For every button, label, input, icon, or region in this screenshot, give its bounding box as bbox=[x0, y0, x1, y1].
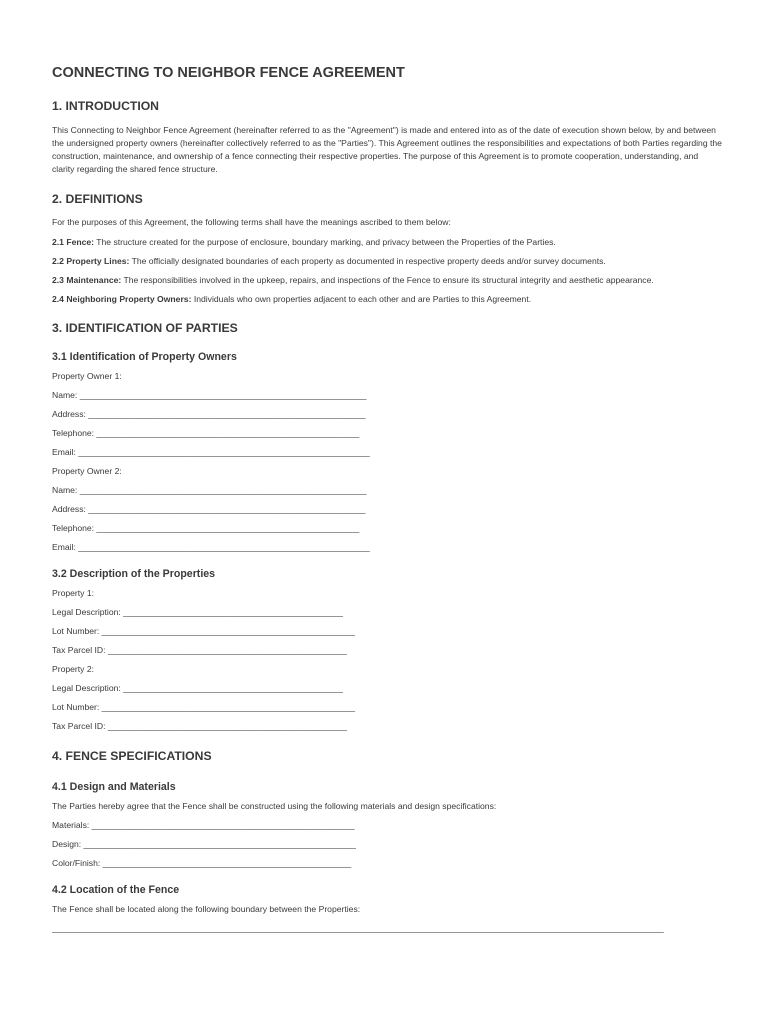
definition-text: The officially designated boundaries of each property as documented in respective property deeds and/or survey documents. bbox=[129, 256, 606, 266]
form-field-line[interactable]: Telephone: _______________________________________________________ bbox=[52, 523, 360, 533]
definition-text: The responsibilities involved in the upkeep, repairs, and inspections of the Fence to ensure its structural integrity and aesthetic appearance. bbox=[121, 275, 654, 285]
design-heading: 4.1 Design and Materials bbox=[52, 781, 176, 793]
owner1-label: Property Owner 1: bbox=[52, 371, 122, 381]
location-lead: The Fence shall be located along the following boundary between the Properties: bbox=[52, 904, 361, 914]
definition-item bbox=[52, 255, 722, 268]
definition-item bbox=[52, 236, 722, 249]
form-field-line[interactable]: Tax Parcel ID: __________________________________________________ bbox=[52, 645, 347, 655]
design-lead: The Parties hereby agree that the Fence shall be constructed using the following materials and design specifications: bbox=[52, 801, 497, 811]
definition-item bbox=[52, 293, 722, 306]
definitions-lead: For the purposes of this Agreement, the following terms shall have the meanings ascribed to them below: bbox=[52, 217, 451, 227]
owner1-fields bbox=[52, 389, 722, 459]
property1-label: Property 1: bbox=[52, 588, 95, 598]
form-field-line[interactable]: Legal Description: ______________________________________________ bbox=[52, 607, 344, 617]
form-field-line[interactable]: Email: _____________________________________________________________ bbox=[52, 542, 370, 552]
definition-term: 2.4 Neighboring Property Owners: bbox=[52, 294, 192, 304]
form-field-line[interactable]: Name: ____________________________________________________________ bbox=[52, 485, 367, 495]
definition-term: 2.3 Maintenance: bbox=[52, 275, 122, 285]
property2-fields bbox=[52, 682, 722, 733]
form-field-line[interactable]: Address: __________________________________________________________ bbox=[52, 409, 366, 419]
form-field-line[interactable]: Legal Description: ______________________________________________ bbox=[52, 683, 344, 693]
design-fields bbox=[52, 819, 722, 870]
definitions-list bbox=[52, 236, 722, 306]
intro-heading: 1. INTRODUCTION bbox=[52, 99, 159, 113]
form-field-line[interactable]: Email: _____________________________________________________________ bbox=[52, 447, 370, 457]
form-field-line[interactable]: Name: ____________________________________________________________ bbox=[52, 390, 367, 400]
form-field-line[interactable]: Address: __________________________________________________________ bbox=[52, 504, 366, 514]
intro-body: This Connecting to Neighbor Fence Agreement (hereinafter referred to as the "Agreement") is made and entered into as of the date of execution shown below, by and between the undersigned property owners (hereinafter collectively referred to as the "Parties"). This Agreement outlines the responsibilities and expectations of both Parties regarding the construction, maintenance, and ownership of a fence connecting their respective properties. The purpose of this Agreement is to promote cooperation, understanding, and clarity regarding the shared fence structure. bbox=[52, 125, 722, 174]
location-line: ________________________________________________________________________________________________________________________________ bbox=[52, 923, 664, 933]
definition-term: 2.2 Property Lines: bbox=[52, 256, 130, 266]
definitions-heading: 2. DEFINITIONS bbox=[52, 192, 143, 206]
location-heading: 4.2 Location of the Fence bbox=[52, 884, 180, 896]
form-field-line[interactable]: Telephone: _______________________________________________________ bbox=[52, 428, 360, 438]
form-field-line[interactable]: Lot Number: _____________________________________________________ bbox=[52, 702, 355, 712]
form-field-line[interactable]: Color/Finish: ____________________________________________________ bbox=[52, 858, 352, 868]
form-field-line[interactable]: Design: _________________________________________________________ bbox=[52, 839, 356, 849]
parties-heading: 3. IDENTIFICATION OF PARTIES bbox=[52, 321, 238, 335]
owners-heading: 3.1 Identification of Property Owners bbox=[52, 351, 237, 363]
definition-item bbox=[52, 274, 722, 287]
definition-text: The structure created for the purpose of enclosure, boundary marking, and privacy between the Properties of the Parties. bbox=[94, 237, 556, 247]
properties-heading: 3.2 Description of the Properties bbox=[52, 568, 216, 580]
owner2-label: Property Owner 2: bbox=[52, 466, 122, 476]
property2-label: Property 2: bbox=[52, 664, 95, 674]
document-title: CONNECTING TO NEIGHBOR FENCE AGREEMENT bbox=[52, 65, 405, 81]
definition-text: Individuals who own properties adjacent to each other and are Parties to this Agreement. bbox=[191, 294, 532, 304]
agreement-document bbox=[52, 62, 722, 935]
fence-heading: 4. FENCE SPECIFICATIONS bbox=[52, 749, 212, 763]
owner2-fields bbox=[52, 484, 722, 554]
form-field-line[interactable]: Materials: _______________________________________________________ bbox=[52, 820, 355, 830]
form-field-line[interactable]: Lot Number: _____________________________________________________ bbox=[52, 626, 355, 636]
definition-term: 2.1 Fence: bbox=[52, 237, 95, 247]
form-field-line[interactable]: Tax Parcel ID: __________________________________________________ bbox=[52, 721, 347, 731]
property1-fields bbox=[52, 606, 722, 657]
